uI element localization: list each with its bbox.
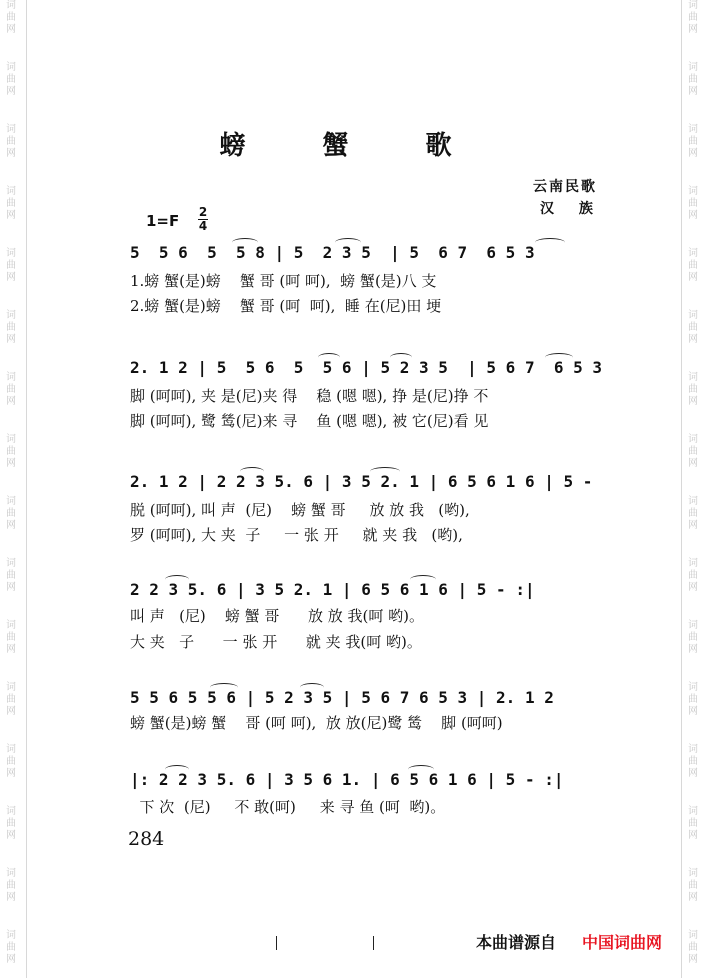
slur-mark: [232, 238, 258, 247]
notation-line: 2 2 3 5. 6 | 3 5 2. 1 | 6 5 6 1 6 | 5 - :|: [130, 580, 535, 599]
watermark-glyphs: [4, 434, 18, 470]
watermark-glyph: 网: [6, 210, 16, 221]
lyric-line: 脱 (呵呵), 叫 声 (尼) 螃 蟹 哥 放 放 我 (哟),: [130, 501, 470, 519]
watermark-glyph: 网: [688, 830, 698, 841]
watermark-glyph: 网: [688, 86, 698, 97]
watermark-glyph: 词: [688, 496, 698, 507]
watermark-glyphs: [4, 0, 18, 36]
watermark-glyph: 网: [688, 644, 698, 655]
watermark-glyph: 曲: [6, 12, 16, 23]
notation-line: 5 5 6 5 5 6 | 5 2 3 5 | 5 6 7 6 5 3 | 2. 1 2: [130, 688, 554, 707]
slur-mark: [335, 238, 361, 247]
watermark-glyph: 曲: [688, 322, 698, 333]
watermark-glyph: 网: [6, 582, 16, 593]
watermark-glyphs: [4, 310, 18, 346]
lyric-line: 脚 (呵呵), 鹭 鸶(尼)来 寻 鱼 (嗯 嗯), 被 它(尼)看 见: [130, 412, 489, 430]
watermark-glyph: 词: [6, 558, 16, 569]
watermark-glyphs: [686, 496, 700, 532]
watermark-glyph: 网: [6, 86, 16, 97]
lyric-line: 叫 声 (尼) 螃 蟹 哥 放 放 我(呵 哟)。: [130, 607, 425, 625]
watermark-glyphs: [4, 744, 18, 780]
binding-mark: [276, 936, 277, 950]
time-signature-bottom: 4: [198, 219, 208, 233]
watermark-glyph: 词: [688, 434, 698, 445]
watermark-glyph: 网: [6, 892, 16, 903]
watermark-glyph: 曲: [688, 12, 698, 23]
watermark-glyph: 曲: [688, 136, 698, 147]
watermark-glyph: 词: [688, 682, 698, 693]
watermark-glyphs: [4, 558, 18, 594]
lyric-line: 罗 (呵呵), 大 夹 子 一 张 开 就 夹 我 (哟),: [130, 526, 463, 544]
watermark-glyph: 词: [688, 558, 698, 569]
watermark-glyph: 词: [6, 744, 16, 755]
watermark-glyph: 网: [6, 24, 16, 35]
watermark-glyphs: [686, 62, 700, 98]
watermark-glyph: 网: [6, 706, 16, 717]
slur-mark: [318, 353, 340, 362]
watermark-glyph: 网: [688, 582, 698, 593]
watermark-glyph: 词: [688, 620, 698, 631]
binding-mark: [373, 936, 374, 950]
watermark-glyphs: [686, 620, 700, 656]
watermark-glyph: 曲: [688, 880, 698, 891]
notation-line: 2. 1 2 | 2 2 3 5. 6 | 3 5 2. 1 | 6 5 6 1 6 | 5 -: [130, 472, 593, 491]
watermark-glyph: 曲: [688, 632, 698, 643]
slur-mark: [390, 353, 412, 362]
watermark-glyph: 网: [6, 272, 16, 283]
watermark-glyph: 曲: [6, 942, 16, 953]
watermark-glyph: 曲: [688, 570, 698, 581]
watermark-glyph: 网: [688, 706, 698, 717]
watermark-glyph: 网: [688, 24, 698, 35]
watermark-glyph: 词: [688, 372, 698, 383]
watermark-glyph: 词: [6, 682, 16, 693]
watermark-glyph: 网: [688, 768, 698, 779]
watermark-glyph: 网: [688, 396, 698, 407]
watermark-glyph: 曲: [688, 260, 698, 271]
watermark-glyph: 词: [688, 744, 698, 755]
watermark-glyph: 曲: [6, 570, 16, 581]
slur-mark: [210, 683, 238, 692]
watermark-glyph: 网: [6, 954, 16, 965]
watermark-glyph: 曲: [6, 260, 16, 271]
watermark-glyph: 词: [688, 186, 698, 197]
time-signature: [198, 206, 208, 233]
watermark-glyph: 曲: [688, 198, 698, 209]
lyric-line: 2.螃 蟹(是)螃 蟹 哥 (呵 呵), 睡 在(尼)田 埂: [130, 297, 442, 315]
watermark-glyph: 曲: [6, 384, 16, 395]
watermark-glyph: 曲: [688, 384, 698, 395]
watermark-glyphs: [686, 930, 700, 966]
watermark-glyph: 词: [6, 0, 16, 11]
lyric-line: 1.螃 蟹(是)螃 蟹 哥 (呵 呵), 螃 蟹(是)八 支: [130, 272, 437, 290]
watermark-glyph: 曲: [6, 136, 16, 147]
notation-line: 5 5 6 5 5 8 | 5 2 3 5 | 5 6 7 6 5 3: [130, 243, 535, 262]
slur-mark: [545, 353, 573, 362]
watermark-glyph: 曲: [6, 756, 16, 767]
slur-mark: [165, 765, 189, 774]
watermark-glyph: 词: [688, 248, 698, 259]
watermark-glyph: 词: [6, 372, 16, 383]
watermark-glyphs: [4, 62, 18, 98]
origin-label: 云南民歌: [533, 179, 597, 195]
watermark-glyphs: [686, 0, 700, 36]
watermark-glyph: 词: [688, 0, 698, 11]
watermark-glyph: 词: [6, 124, 16, 135]
watermark-glyph: 网: [688, 954, 698, 965]
watermark-glyph: 曲: [6, 632, 16, 643]
slur-mark: [300, 683, 324, 692]
watermark-glyphs: [4, 248, 18, 284]
watermark-glyph: 曲: [688, 508, 698, 519]
time-signature-top: 2: [198, 205, 208, 219]
watermark-glyph: 网: [688, 210, 698, 221]
watermark-glyph: 网: [688, 892, 698, 903]
watermark-glyphs: [4, 930, 18, 966]
notation-line: |: 2 2 3 5. 6 | 3 5 6 1. | 6 5 6 1 6 | 5 - :|: [130, 770, 564, 789]
watermark-glyph: 词: [6, 248, 16, 259]
watermark-glyph: 词: [6, 310, 16, 321]
watermark-glyph: 曲: [6, 818, 16, 829]
lyric-line: 螃 蟹(是)螃 蟹 哥 (呵 呵), 放 放(尼)鹭 鸶 脚 (呵呵): [130, 714, 503, 732]
watermark-glyphs: [4, 620, 18, 656]
watermark-glyphs: [686, 806, 700, 842]
watermark-glyph: 网: [688, 458, 698, 469]
watermark-glyphs: [686, 248, 700, 284]
slur-mark: [370, 467, 400, 476]
watermark-glyph: 词: [688, 310, 698, 321]
watermark-glyph: 曲: [688, 74, 698, 85]
watermark-glyphs: [4, 682, 18, 718]
watermark-glyph: 曲: [6, 198, 16, 209]
watermark-glyph: 网: [6, 520, 16, 531]
watermark-glyph: 词: [688, 930, 698, 941]
notation-line: 2. 1 2 | 5 5 6 5 5 6 | 5 2 3 5 | 5 6 7 6 5 3: [130, 358, 603, 377]
lyric-line: 大 夹 子 一 张 开 就 夹 我(呵 哟)。: [130, 633, 422, 651]
watermark-glyphs: [686, 868, 700, 904]
lyric-line: 下 次 (尼) 不 敢(呵) 来 寻 鱼 (呵 哟)。: [130, 798, 446, 816]
watermark-glyph: 词: [6, 806, 16, 817]
watermark-glyphs: [4, 868, 18, 904]
ethnicity-label: 汉 族: [540, 201, 603, 217]
watermark-glyph: 曲: [688, 942, 698, 953]
watermark-glyphs: [686, 434, 700, 470]
watermark-glyphs: [686, 558, 700, 594]
watermark-glyph: 曲: [6, 446, 16, 457]
slur-mark: [410, 575, 436, 584]
watermark-glyph: 曲: [6, 694, 16, 705]
watermark-glyph: 词: [688, 62, 698, 73]
watermark-glyph: 曲: [688, 818, 698, 829]
watermark-glyph: 网: [6, 458, 16, 469]
watermark-glyph: 词: [6, 496, 16, 507]
watermark-glyph: 网: [688, 334, 698, 345]
lyric-line: 脚 (呵呵), 夹 是(尼)夹 得 稳 (嗯 嗯), 挣 是(尼)挣 不: [130, 387, 489, 405]
slur-mark: [408, 765, 434, 774]
watermark-glyph: 词: [6, 620, 16, 631]
watermark-glyph: 曲: [688, 446, 698, 457]
watermark-glyph: 曲: [688, 756, 698, 767]
watermark-glyph: 词: [688, 124, 698, 135]
watermark-glyph: 网: [6, 396, 16, 407]
watermark-glyph: 词: [6, 186, 16, 197]
watermark-glyphs: [686, 682, 700, 718]
key-signature: 1=F: [146, 212, 180, 230]
watermark-glyph: 曲: [688, 694, 698, 705]
watermark-glyph: 词: [6, 62, 16, 73]
watermark-glyph: 词: [6, 930, 16, 941]
source-brand-link[interactable]: 中国词曲网: [582, 933, 663, 952]
slur-mark: [165, 575, 189, 584]
slur-mark: [240, 467, 264, 476]
watermark-glyphs: [686, 372, 700, 408]
watermark-glyphs: [4, 372, 18, 408]
watermark-glyph: 词: [6, 434, 16, 445]
watermark-glyph: 曲: [6, 74, 16, 85]
song-title: 螃 蟹 歌: [219, 131, 486, 161]
watermark-glyphs: [686, 186, 700, 222]
page-number: 284: [128, 828, 165, 850]
watermark-glyph: 词: [688, 806, 698, 817]
watermark-glyph: 网: [688, 148, 698, 159]
source-label: 本曲谱源自: [476, 933, 557, 952]
watermark-glyph: 网: [688, 520, 698, 531]
watermark-glyph: 曲: [6, 322, 16, 333]
watermark-glyph: 网: [6, 644, 16, 655]
watermark-glyph: 网: [6, 148, 16, 159]
watermark-glyph: 网: [688, 272, 698, 283]
watermark-glyphs: [4, 186, 18, 222]
watermark-glyph: 词: [6, 868, 16, 879]
watermark-glyphs: [4, 806, 18, 842]
watermark-glyph: 词: [688, 868, 698, 879]
watermark-glyph: 网: [6, 334, 16, 345]
watermark-glyphs: [686, 744, 700, 780]
watermark-glyph: 曲: [6, 508, 16, 519]
watermark-glyph: 网: [6, 768, 16, 779]
watermark-glyph: 网: [6, 830, 16, 841]
watermark-glyphs: [686, 310, 700, 346]
watermark-glyphs: [4, 496, 18, 532]
watermark-glyph: 曲: [6, 880, 16, 891]
slur-mark: [535, 238, 565, 247]
